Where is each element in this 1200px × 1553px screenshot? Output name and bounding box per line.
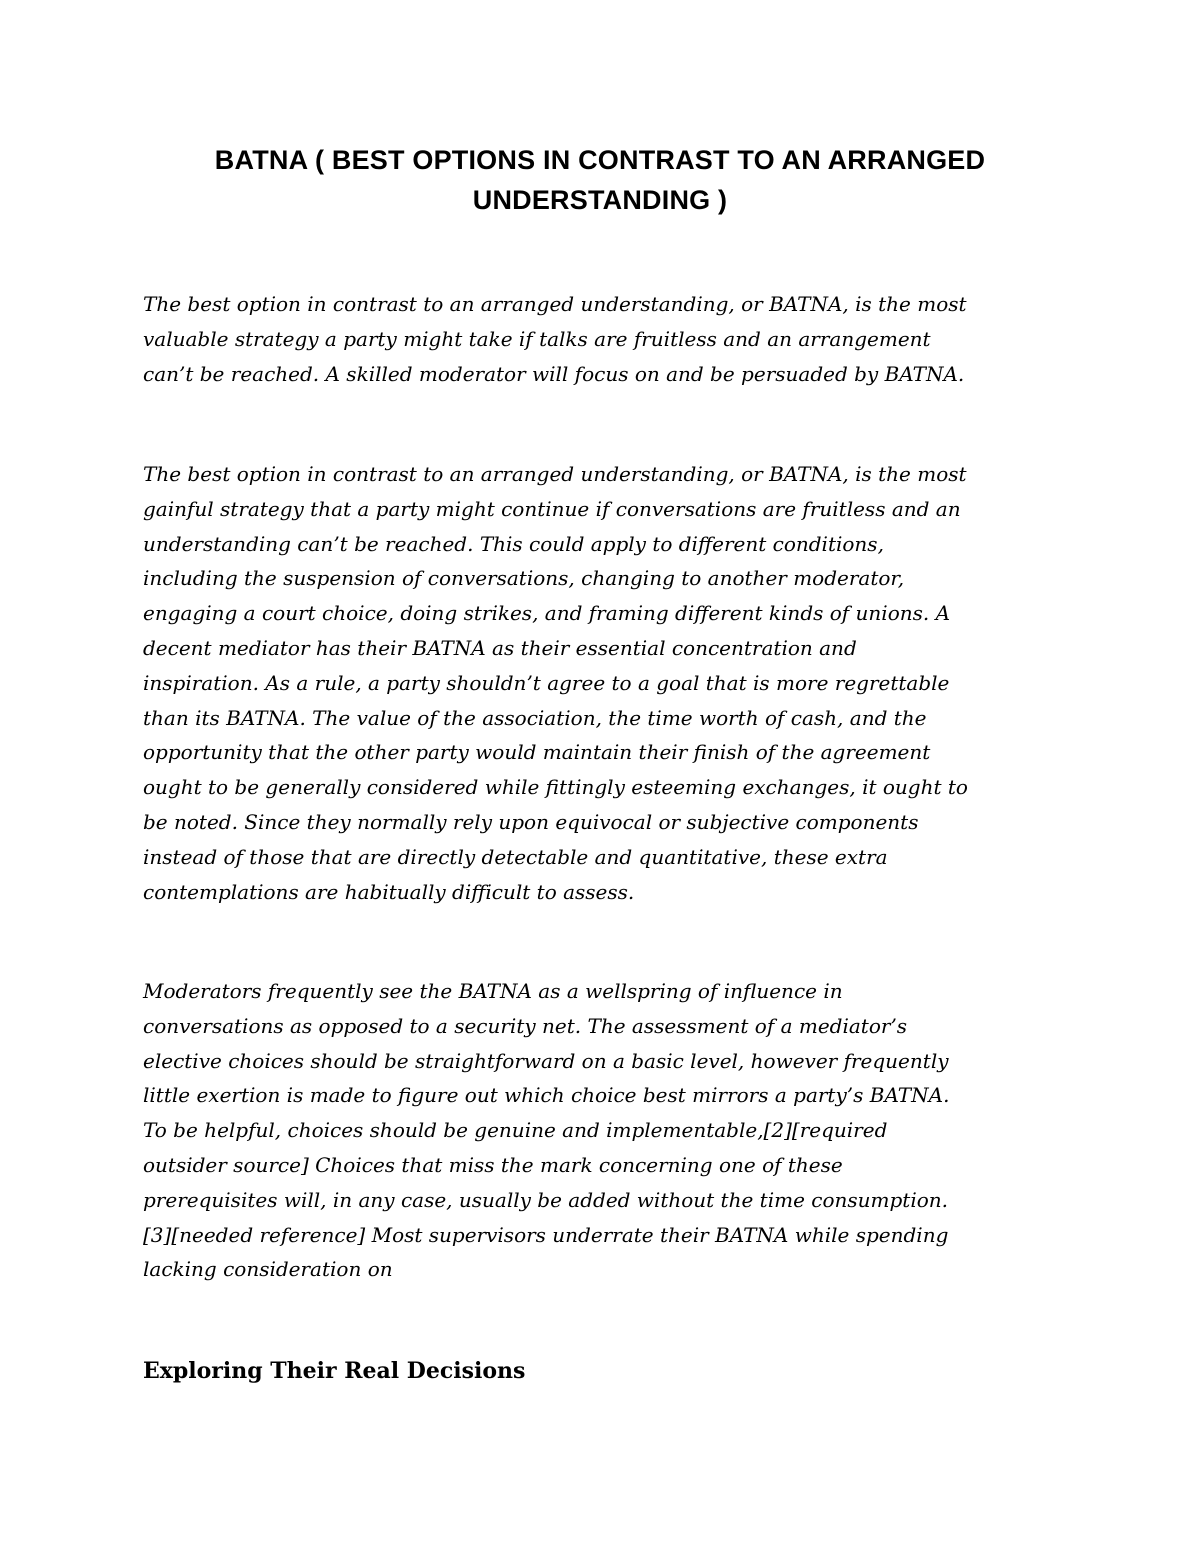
paragraph-batna-details xyxy=(143,457,1063,909)
paragraph-line: ought to be generally considered while fittingly esteeming exchanges, it ought to xyxy=(143,775,968,800)
title-line: BATNA ( BEST OPTIONS IN CONTRAST TO AN ARRANGED xyxy=(214,145,986,175)
paragraph-line: The best option in contrast to an arranged understanding, or BATNA, is the most xyxy=(143,462,967,486)
paragraph-line: opportunity that the other party would maintain their finish of the agreement xyxy=(143,740,931,765)
paragraph-line: little exertion is made to figure out which choice best mirrors a party’s BATNA. xyxy=(143,1083,950,1108)
paragraph-line: To be helpful, choices should be genuine and implementable,[2][required xyxy=(143,1118,888,1143)
document-title xyxy=(0,140,1200,220)
paragraph-line: outsider source] Choices that miss the mark concerning one of these xyxy=(143,1152,843,1177)
paragraph-line: conversations as opposed to a security net. The assessment of a mediator’s xyxy=(143,1013,908,1038)
paragraph-line: gainful strategy that a party might continue if conversations are fruitless and an xyxy=(143,496,961,521)
paragraph-line: valuable strategy a party might take if talks are fruitless and an arrangement xyxy=(143,326,931,351)
paragraph-line: instead of those that are directly detectable and quantitative, these extra xyxy=(143,844,888,869)
paragraph-line: prerequisites will, in any case, usually be added without the time consumption. xyxy=(143,1187,949,1212)
paragraph-batna-influence xyxy=(143,974,1063,1287)
paragraph-line: inspiration. As a rule, a party shouldn’t agree to a goal that is more regrettable xyxy=(143,670,950,695)
paragraph-line: lacking consideration on xyxy=(143,1257,393,1282)
paragraph-line: [3][needed reference] Most supervisors underrate their BATNA while spending xyxy=(143,1222,949,1247)
section-heading: Exploring Their Real Decisions xyxy=(143,1358,526,1384)
paragraph-line: The best option in contrast to an arranged understanding, or BATNA, is the most xyxy=(143,292,967,316)
paragraph-line: elective choices should be straightforward on a basic level, however frequently xyxy=(143,1048,949,1073)
paragraph-line: Moderators frequently see the BATNA as a wellspring of influence in xyxy=(143,979,843,1003)
paragraph-line: than its BATNA. The value of the association, the time worth of cash, and the xyxy=(143,705,927,730)
paragraph-line: engaging a court choice, doing strikes, and framing different kinds of unions. A xyxy=(143,601,951,626)
paragraph-line: understanding can’t be reached. This could apply to different conditions, xyxy=(143,531,884,556)
paragraph-line: decent mediator has their BATNA as their essential concentration and xyxy=(143,635,857,660)
paragraph-line: can’t be reached. A skilled moderator will focus on and be persuaded by BATNA. xyxy=(143,361,965,386)
paragraph-line: be noted. Since they normally rely upon equivocal or subjective components xyxy=(143,809,919,834)
title-line: UNDERSTANDING ) xyxy=(472,185,728,215)
paragraph-line: including the suspension of conversations, changing to another moderator, xyxy=(143,566,905,591)
paragraph-line: contemplations are habitually difficult to assess. xyxy=(143,879,635,904)
paragraph-batna-definition xyxy=(143,287,1063,391)
